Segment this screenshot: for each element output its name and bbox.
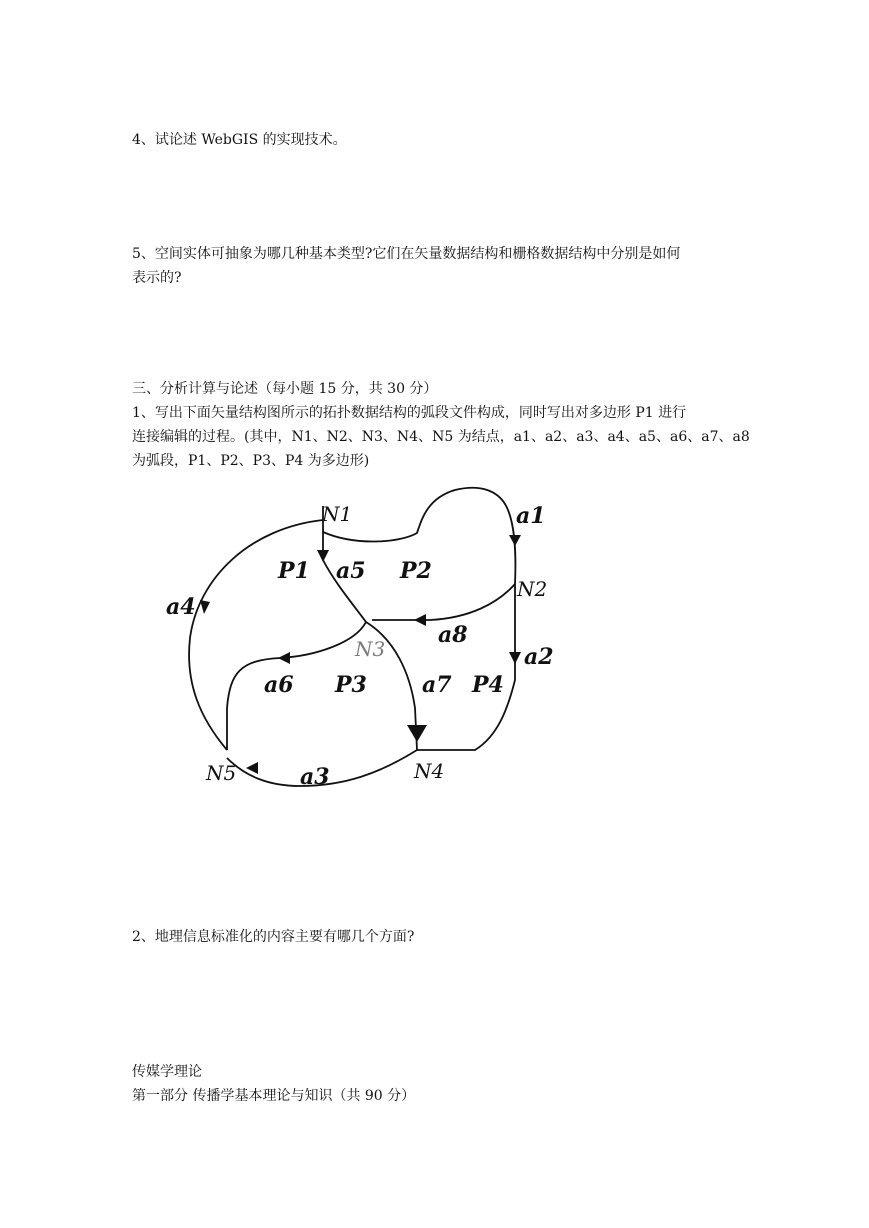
section-3-question-1-line-1: 1、写出下面矢量结构图所示的拓扑数据结构的弧段文件构成，同时写出对多边形 P1 进行 — [132, 405, 687, 421]
arc-a3-label: a3 — [300, 764, 330, 790]
arc-a1-label: a1 — [516, 503, 546, 529]
arc-a1-arrow — [509, 535, 521, 546]
next-subject-title: 传媒学理论 — [132, 1064, 202, 1080]
arc-a8-label: a8 — [438, 622, 468, 648]
arc-a5-arrow — [317, 550, 329, 562]
polygon-p4-label: P4 — [472, 672, 504, 698]
question-5-line-2: 表示的? — [132, 270, 182, 286]
arc-a8 — [372, 584, 515, 620]
arc-a6-label: a6 — [264, 672, 294, 698]
arc-a4-label: a4 — [166, 594, 196, 620]
section-3-question-1-line-2: 连接编辑的过程。(其中，N1、N2、N3、N4、N5 为结点，a1、a2、a3、a4、a5、a6、a7、a8 — [132, 429, 750, 445]
arc-a7-arrow — [407, 725, 427, 742]
arc-a7-label: a7 — [422, 672, 452, 698]
node-n3-label: N3 — [355, 637, 386, 661]
node-n5-label: N5 — [206, 761, 237, 785]
arc-a2-arrow — [509, 652, 521, 664]
question-5-line-1: 5、空间实体可抽象为哪几种基本类型?它们在矢量数据结构和栅格数据结构中分别是如何 — [132, 246, 681, 262]
question-4: 4、试论述 WebGIS 的实现技术。 — [132, 132, 347, 148]
section-3-question-2: 2、地理信息标准化的内容主要有哪几个方面? — [132, 929, 415, 945]
polygon-p3-label: P3 — [335, 672, 367, 698]
arc-a8-arrow — [414, 614, 426, 626]
node-n1-label: N1 — [322, 502, 353, 526]
arc-a2 — [417, 584, 515, 750]
polygon-p1-label: P1 — [278, 558, 310, 584]
next-subject-part-1: 第一部分 传播学基本理论与知识（共 90 分） — [132, 1088, 416, 1104]
arc-a4-arrow — [200, 600, 210, 614]
arc-a4 — [189, 520, 323, 750]
polygon-p2-label: P2 — [400, 558, 432, 584]
arc-a6-arrow — [278, 652, 290, 664]
arc-a3-arrow — [246, 762, 258, 774]
arc-a2-label: a2 — [524, 644, 554, 670]
topology-figure — [130, 468, 570, 828]
arc-a5-label: a5 — [336, 558, 366, 584]
node-n2-label: N2 — [517, 577, 548, 601]
node-n4-label: N4 — [414, 759, 445, 783]
section-3-question-1-line-3: 为弧段，P1、P2、P3、P4 为多边形) — [132, 453, 370, 469]
section-3-heading: 三、分析计算与论述（每小题 15 分，共 30 分） — [132, 381, 438, 397]
topology-diagram — [130, 468, 570, 828]
